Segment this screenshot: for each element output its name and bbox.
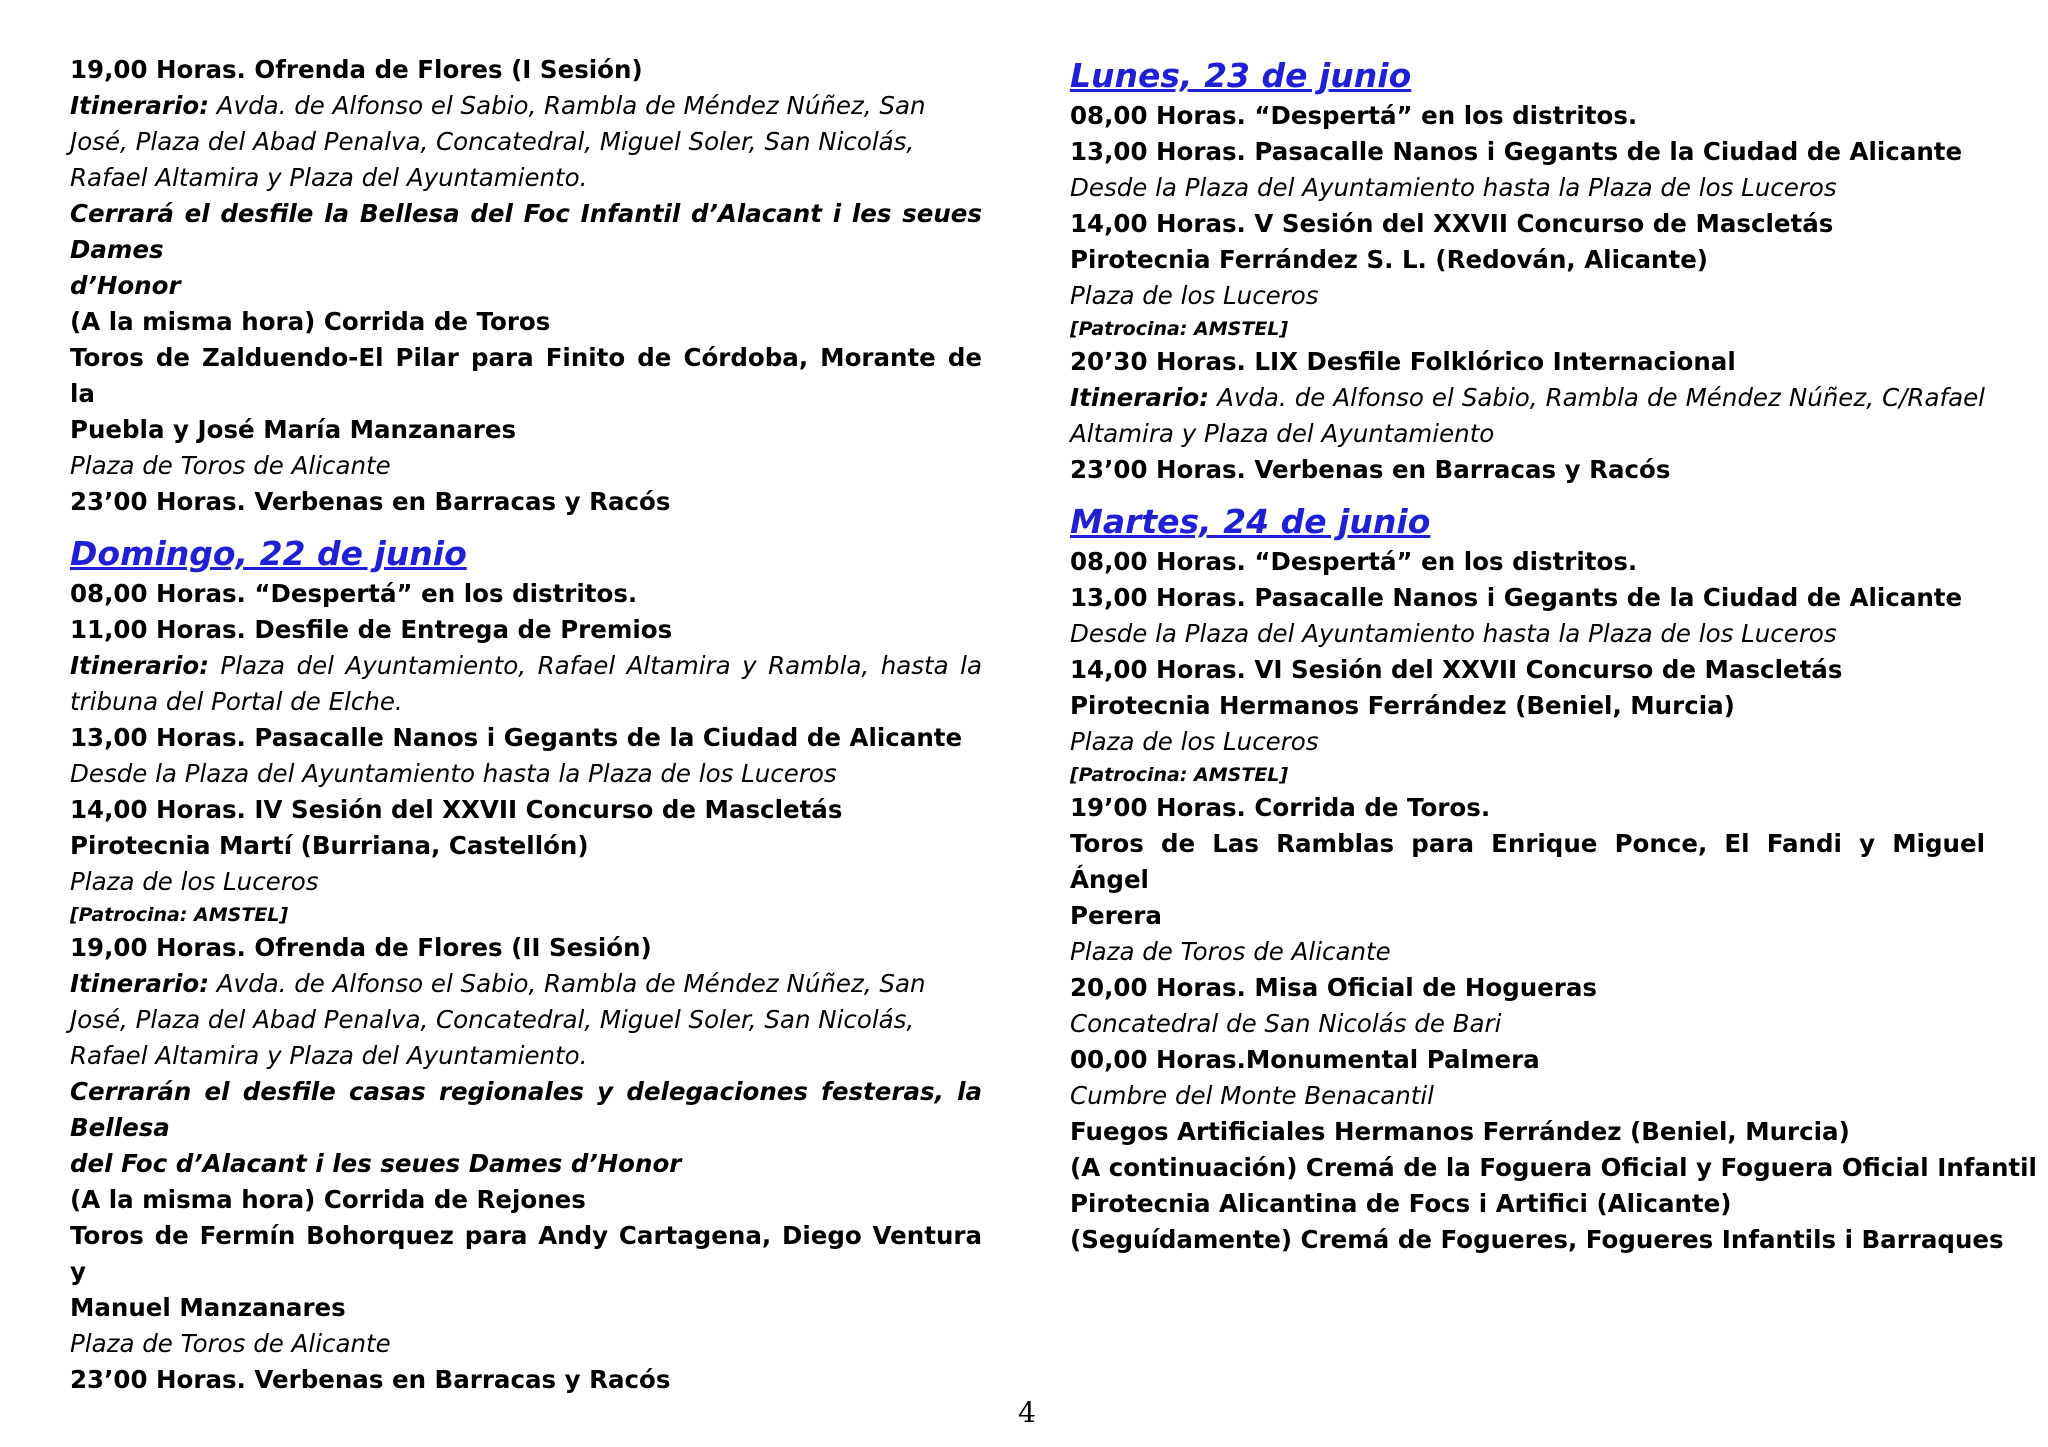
venue-line: Plaza de los Luceros xyxy=(1070,281,1319,310)
event-line: Pirotecnia Hermanos Ferrández (Beniel, Murcia) xyxy=(1070,691,1735,720)
sponsor-line: [Patrocina: AMSTEL] xyxy=(1070,318,1289,340)
event-line: 08,00 Horas. “Despertá” en los distritos. xyxy=(1070,101,1638,130)
sponsor-line: [Patrocina: AMSTEL] xyxy=(70,904,289,926)
event-line: 19’00 Horas. Corrida de Toros. xyxy=(1070,793,1491,822)
note-line: del Foc d’Alacant i les seues Dames d’Honor xyxy=(70,1149,682,1178)
itinerary-label: Itinerario: xyxy=(70,651,210,680)
event-line: Toros de Las Ramblas para Enrique Ponce, El Fandi y Miguel Ángel xyxy=(1070,829,1985,894)
itinerary-label: Itinerario: xyxy=(70,91,210,120)
event-line: (Seguídamente) Cremá de Fogueres, Fogueres Infantils i Barraques xyxy=(1070,1225,2004,1254)
itinerary-text: Avda. de Alfonso el Sabio, Rambla de Méndez Núñez, San xyxy=(209,91,926,120)
venue-line: Plaza de los Luceros xyxy=(1070,727,1319,756)
note-line: d’Honor xyxy=(70,271,181,300)
itinerary-label: Itinerario: xyxy=(70,969,210,998)
venue-line: Desde la Plaza del Ayuntamiento hasta la Plaza de los Luceros xyxy=(1070,173,1837,202)
venue-line: Cumbre del Monte Benacantil xyxy=(1070,1081,1434,1110)
event-line: 19,00 Horas. Ofrenda de Flores (I Sesión) xyxy=(70,55,643,84)
venue-line: Plaza de Toros de Alicante xyxy=(70,451,391,480)
itinerary-line: José, Plaza del Abad Penalva, Concatedral, Miguel Soler, San Nicolás, xyxy=(70,1005,915,1034)
event-line: 23’00 Horas. Verbenas en Barracas y Racós xyxy=(70,487,671,516)
event-line: 00,00 Horas.Monumental Palmera xyxy=(1070,1045,1540,1074)
itinerary-line xyxy=(70,88,982,124)
itinerary-line xyxy=(70,966,982,1002)
event-line: 11,00 Horas. Desfile de Entrega de Premios xyxy=(70,615,673,644)
event-line: Toros de Fermín Bohorquez para Andy Cartagena, Diego Ventura y xyxy=(70,1221,982,1286)
event-line: 14,00 Horas. V Sesión del XXVII Concurso de Mascletás xyxy=(1070,209,1834,238)
event-line: Pirotecnia Ferrández S. L. (Redován, Alicante) xyxy=(1070,245,1709,274)
itinerary-line: tribuna del Portal de Elche. xyxy=(70,687,403,716)
event-line: 19,00 Horas. Ofrenda de Flores (II Sesión) xyxy=(70,933,652,962)
event-line: 13,00 Horas. Pasacalle Nanos i Gegants de la Ciudad de Alicante xyxy=(1070,137,1963,166)
itinerary-label: Itinerario: xyxy=(1070,383,1210,412)
itinerary-text: Avda. de Alfonso el Sabio, Rambla de Méndez Núñez, San xyxy=(209,969,926,998)
itinerary-line: Altamira y Plaza del Ayuntamiento xyxy=(1070,419,1495,448)
note-line: Cerrará el desfile la Bellesa del Foc Infantil d’Alacant i les seues Dames xyxy=(70,199,982,264)
left-column xyxy=(70,52,982,1398)
day-heading: Martes, 24 de junio xyxy=(1070,502,1431,541)
event-line: 08,00 Horas. “Despertá” en los distritos. xyxy=(70,579,638,608)
event-line: (A la misma hora) Corrida de Toros xyxy=(70,307,551,336)
event-line: 13,00 Horas. Pasacalle Nanos i Gegants de la Ciudad de Alicante xyxy=(1070,583,1963,612)
event-line: 23’00 Horas. Verbenas en Barracas y Racós xyxy=(70,1365,671,1394)
day-heading: Lunes, 23 de junio xyxy=(1070,56,1412,95)
event-line: 08,00 Horas. “Despertá” en los distritos. xyxy=(1070,547,1638,576)
note-line: Cerrarán el desfile casas regionales y delegaciones festeras, la Bellesa xyxy=(70,1077,982,1142)
event-line: (A la misma hora) Corrida de Rejones xyxy=(70,1185,586,1214)
event-line: Pirotecnia Martí (Burriana, Castellón) xyxy=(70,831,589,860)
venue-line: Desde la Plaza del Ayuntamiento hasta la Plaza de los Luceros xyxy=(1070,619,1837,648)
itinerary-line xyxy=(70,648,982,684)
venue-line: Plaza de Toros de Alicante xyxy=(70,1329,391,1358)
venue-line: Desde la Plaza del Ayuntamiento hasta la Plaza de los Luceros xyxy=(70,759,837,788)
itinerary-text: Avda. de Alfonso el Sabio, Rambla de Méndez Núñez, C/Rafael xyxy=(1209,383,1985,412)
event-line: (A continuación) Cremá de la Foguera Oficial y Foguera Oficial Infantil xyxy=(1070,1153,2037,1182)
event-line: Perera xyxy=(1070,901,1162,930)
page-number: 4 xyxy=(1018,1396,1036,1429)
itinerary-text: Plaza del Ayuntamiento, Rafael Altamira y Rambla, hasta la xyxy=(209,651,982,680)
itinerary-line: Rafael Altamira y Plaza del Ayuntamiento. xyxy=(70,163,588,192)
event-line: 14,00 Horas. IV Sesión del XXVII Concurso de Mascletás xyxy=(70,795,843,824)
event-line: 20,00 Horas. Misa Oficial de Hogueras xyxy=(1070,973,1598,1002)
event-line: Fuegos Artificiales Hermanos Ferrández (Beniel, Murcia) xyxy=(1070,1117,1850,1146)
right-column xyxy=(1070,54,2037,1258)
venue-line: Plaza de los Luceros xyxy=(70,867,319,896)
event-line: Puebla y José María Manzanares xyxy=(70,415,517,444)
venue-line: Plaza de Toros de Alicante xyxy=(1070,937,1391,966)
sponsor-line: [Patrocina: AMSTEL] xyxy=(1070,764,1289,786)
day-heading: Domingo, 22 de junio xyxy=(70,534,467,573)
event-line: Manuel Manzanares xyxy=(70,1293,346,1322)
event-line: Toros de Zalduendo-El Pilar para Finito de Córdoba, Morante de la xyxy=(70,343,982,408)
event-line: 14,00 Horas. VI Sesión del XXVII Concurso de Mascletás xyxy=(1070,655,1843,684)
event-line: 13,00 Horas. Pasacalle Nanos i Gegants de la Ciudad de Alicante xyxy=(70,723,963,752)
event-line: 20’30 Horas. LIX Desfile Folklórico Internacional xyxy=(1070,347,1736,376)
venue-line: Concatedral de San Nicolás de Bari xyxy=(1070,1009,1502,1038)
itinerary-line xyxy=(1070,380,1985,416)
event-line: Pirotecnia Alicantina de Focs i Artifici (Alicante) xyxy=(1070,1189,1732,1218)
itinerary-line: Rafael Altamira y Plaza del Ayuntamiento. xyxy=(70,1041,588,1070)
event-line: 23’00 Horas. Verbenas en Barracas y Racós xyxy=(1070,455,1671,484)
itinerary-line: José, Plaza del Abad Penalva, Concatedral, Miguel Soler, San Nicolás, xyxy=(70,127,915,156)
